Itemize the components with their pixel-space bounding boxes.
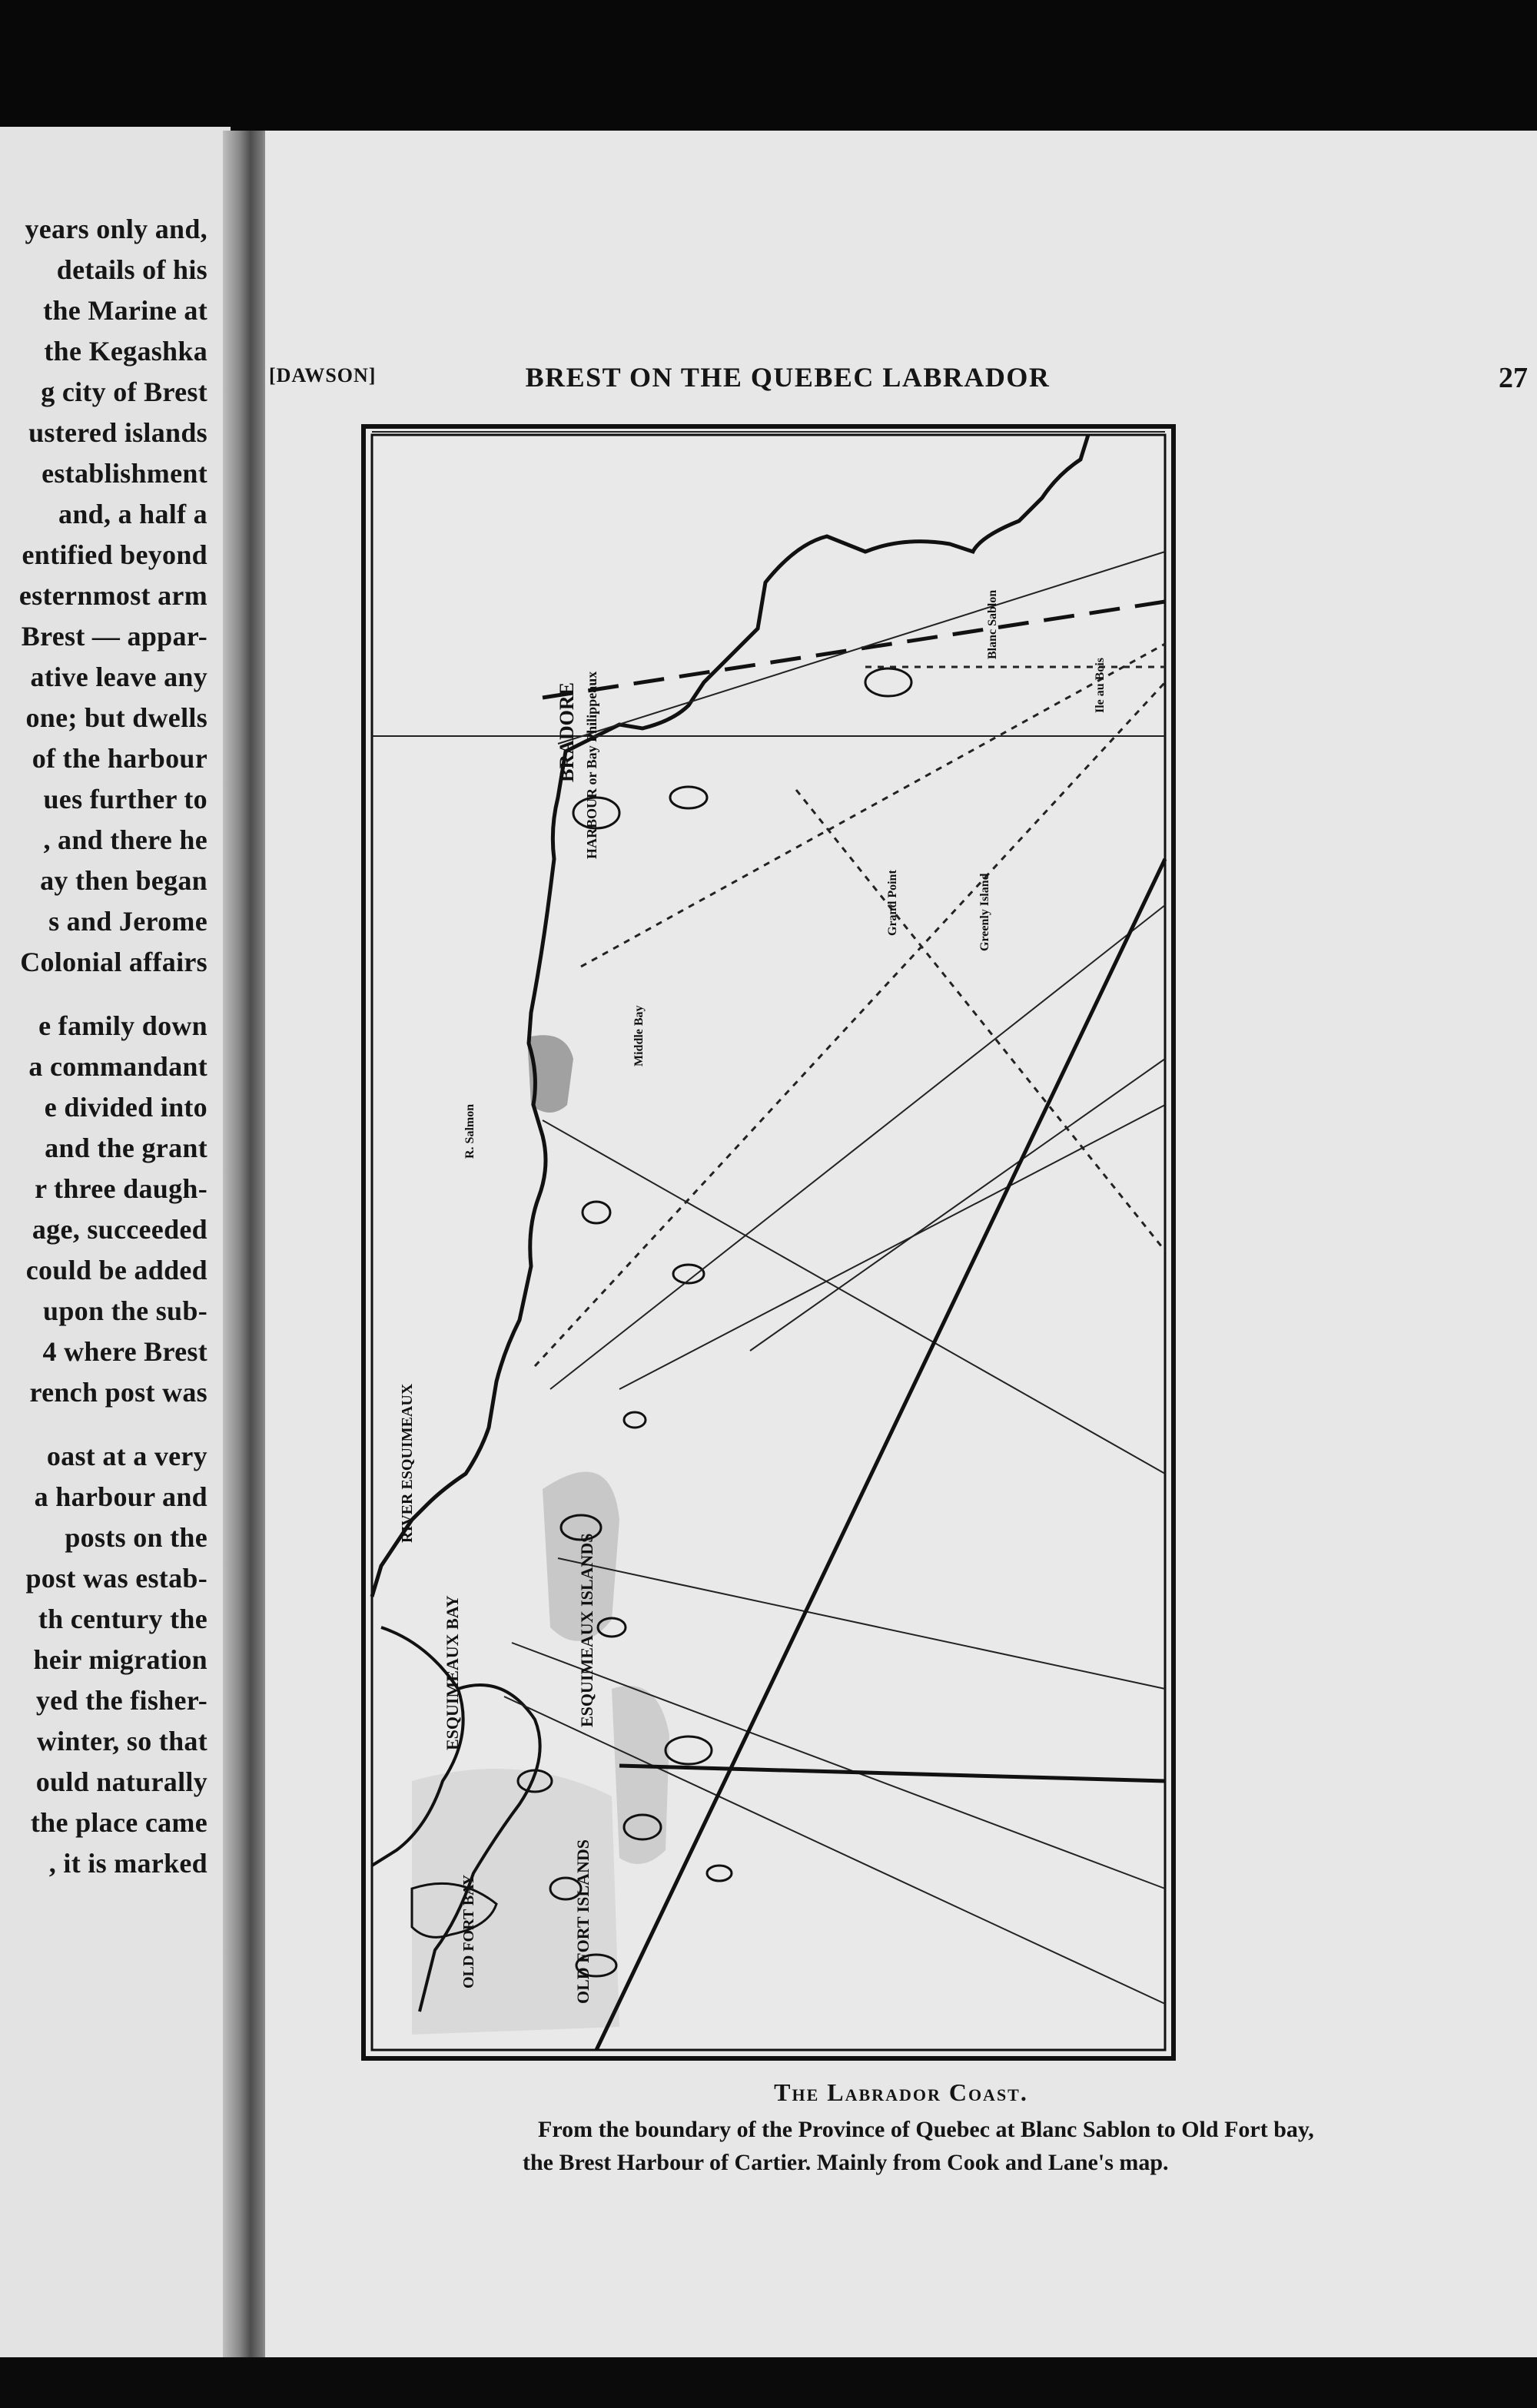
left-page-text-line: s and Jerome	[48, 906, 207, 937]
map-label-old-fort-bay: OLD FORT BAY	[460, 1874, 477, 1988]
survey-line	[543, 1120, 1165, 1474]
survey-line	[558, 1558, 1165, 1689]
islands	[518, 668, 911, 1976]
left-page-text-line: e family down	[38, 1010, 207, 1041]
left-page-text-line: details of his	[56, 254, 207, 285]
survey-line	[750, 1059, 1165, 1351]
left-page-text-line: heir migration	[33, 1644, 207, 1675]
left-page-text-line: yed the fisher-	[35, 1685, 207, 1716]
left-page-text-line: e divided into	[44, 1092, 207, 1123]
left-page-text-line: post was estab-	[25, 1563, 207, 1594]
left-page-text-line: a harbour and	[34, 1481, 207, 1512]
running-head	[265, 361, 1537, 400]
map-label-salmon: R. Salmon	[463, 1103, 476, 1159]
left-page-text-line: Colonial affairs	[20, 947, 207, 977]
left-page-text-line: , and there he	[43, 824, 207, 855]
left-page-text-line: ustered islands	[28, 417, 207, 448]
map-label-greenly: Greenly Island	[978, 873, 991, 951]
map-label-river-esquimeaux: RIVER ESQUIMEAUX	[399, 1383, 416, 1543]
figure-caption-line-1: From the boundary of the Province of Quebec at Blanc Sablon to Old Fort bay,	[538, 2117, 1314, 2142]
book-gutter	[223, 131, 269, 2359]
figure-caption-title: The Labrador Coast.	[774, 2078, 1028, 2106]
map-label-esquimeaux-bay: ESQUIMEAUX BAY	[443, 1595, 462, 1750]
left-page-text-line: ative leave any	[30, 662, 207, 692]
left-page-text-line: of the harbour	[32, 743, 207, 774]
survey-line	[558, 552, 1165, 744]
boundary-line	[619, 1766, 1165, 1781]
scan-bottom-border	[0, 2357, 1537, 2408]
coastline	[372, 435, 1088, 1597]
left-page-text-line: a commandant	[28, 1051, 207, 1082]
page-number: 27	[1499, 362, 1528, 394]
map-label-old-fort-islands: OLD FORT ISLANDS	[573, 1839, 593, 2004]
map-label-ile-au-bois: Ile au Bois	[1094, 657, 1107, 713]
left-page-text-line: ould naturally	[35, 1766, 207, 1797]
map-label-blanc-sablon: Blanc Sablon	[986, 589, 999, 659]
left-page-text-line: and the grant	[45, 1133, 207, 1163]
dotted-line	[535, 682, 1165, 1366]
left-page-text-line: esternmost arm	[18, 580, 207, 611]
island-shading	[612, 1686, 669, 1864]
map-label-harbour: HARBOUR or Bay Philippeaux	[584, 671, 599, 859]
dotted-line	[796, 790, 1165, 1251]
survey-line	[550, 905, 1165, 1389]
left-page-text-line: ay then began	[40, 865, 207, 896]
left-page-text-line: g city of Brest	[41, 376, 207, 407]
left-page-text-line: th century the	[38, 1604, 207, 1634]
left-page-text-line: r three daugh-	[35, 1173, 207, 1204]
left-page-text-line: the place came	[30, 1807, 207, 1838]
map-label-grand-point: Grand Point	[886, 870, 899, 936]
left-page-text-line: years only and,	[25, 214, 207, 244]
author-tag: [DAWSON]	[269, 364, 377, 386]
scan-top-border	[0, 0, 1537, 131]
map-label-esquimeaux-islands: ESQUIMEAUX ISLANDS	[577, 1533, 596, 1727]
left-page-text-line: upon the sub-	[43, 1295, 207, 1326]
map-drawing	[366, 429, 1171, 2056]
left-page-text-line: oast at a very	[46, 1441, 207, 1471]
left-page-text-line: rench post was	[29, 1377, 207, 1408]
left-page-text-line: establishment	[41, 458, 207, 489]
left-page-text-line: could be added	[25, 1255, 207, 1285]
left-page-text-line: winter, so that	[36, 1726, 207, 1756]
map-label-middle-bay: Middle Bay	[632, 1005, 646, 1066]
left-page-text-line: ues further to	[43, 784, 207, 814]
left-page-text-line: one; but dwells	[25, 702, 207, 733]
right-page	[265, 131, 1537, 2359]
left-page-text-line: Brest — appar-	[21, 621, 207, 652]
left-page-text-line: entified beyond	[22, 539, 207, 570]
map-label-bradore: BRADORE	[556, 682, 578, 782]
left-page-text-line: the Kegashka	[44, 336, 207, 367]
left-page-text-line: , it is marked	[48, 1848, 207, 1879]
left-page-text-line: and, a half a	[58, 499, 207, 529]
left-page-fragment	[0, 127, 231, 2359]
page-title: BREST ON THE QUEBEC LABRADOR	[525, 362, 1051, 393]
labrador-coast-map	[361, 424, 1176, 2061]
figure-caption-line-2: the Brest Harbour of Cartier. Mainly from Cook and Lane's map.	[523, 2150, 1169, 2175]
left-page-text-line: the Marine at	[43, 295, 207, 326]
left-page-text-line: 4 where Brest	[42, 1336, 207, 1367]
left-page-text-line: age, succeeded	[32, 1214, 207, 1245]
left-page-text-line: posts on the	[65, 1522, 207, 1553]
